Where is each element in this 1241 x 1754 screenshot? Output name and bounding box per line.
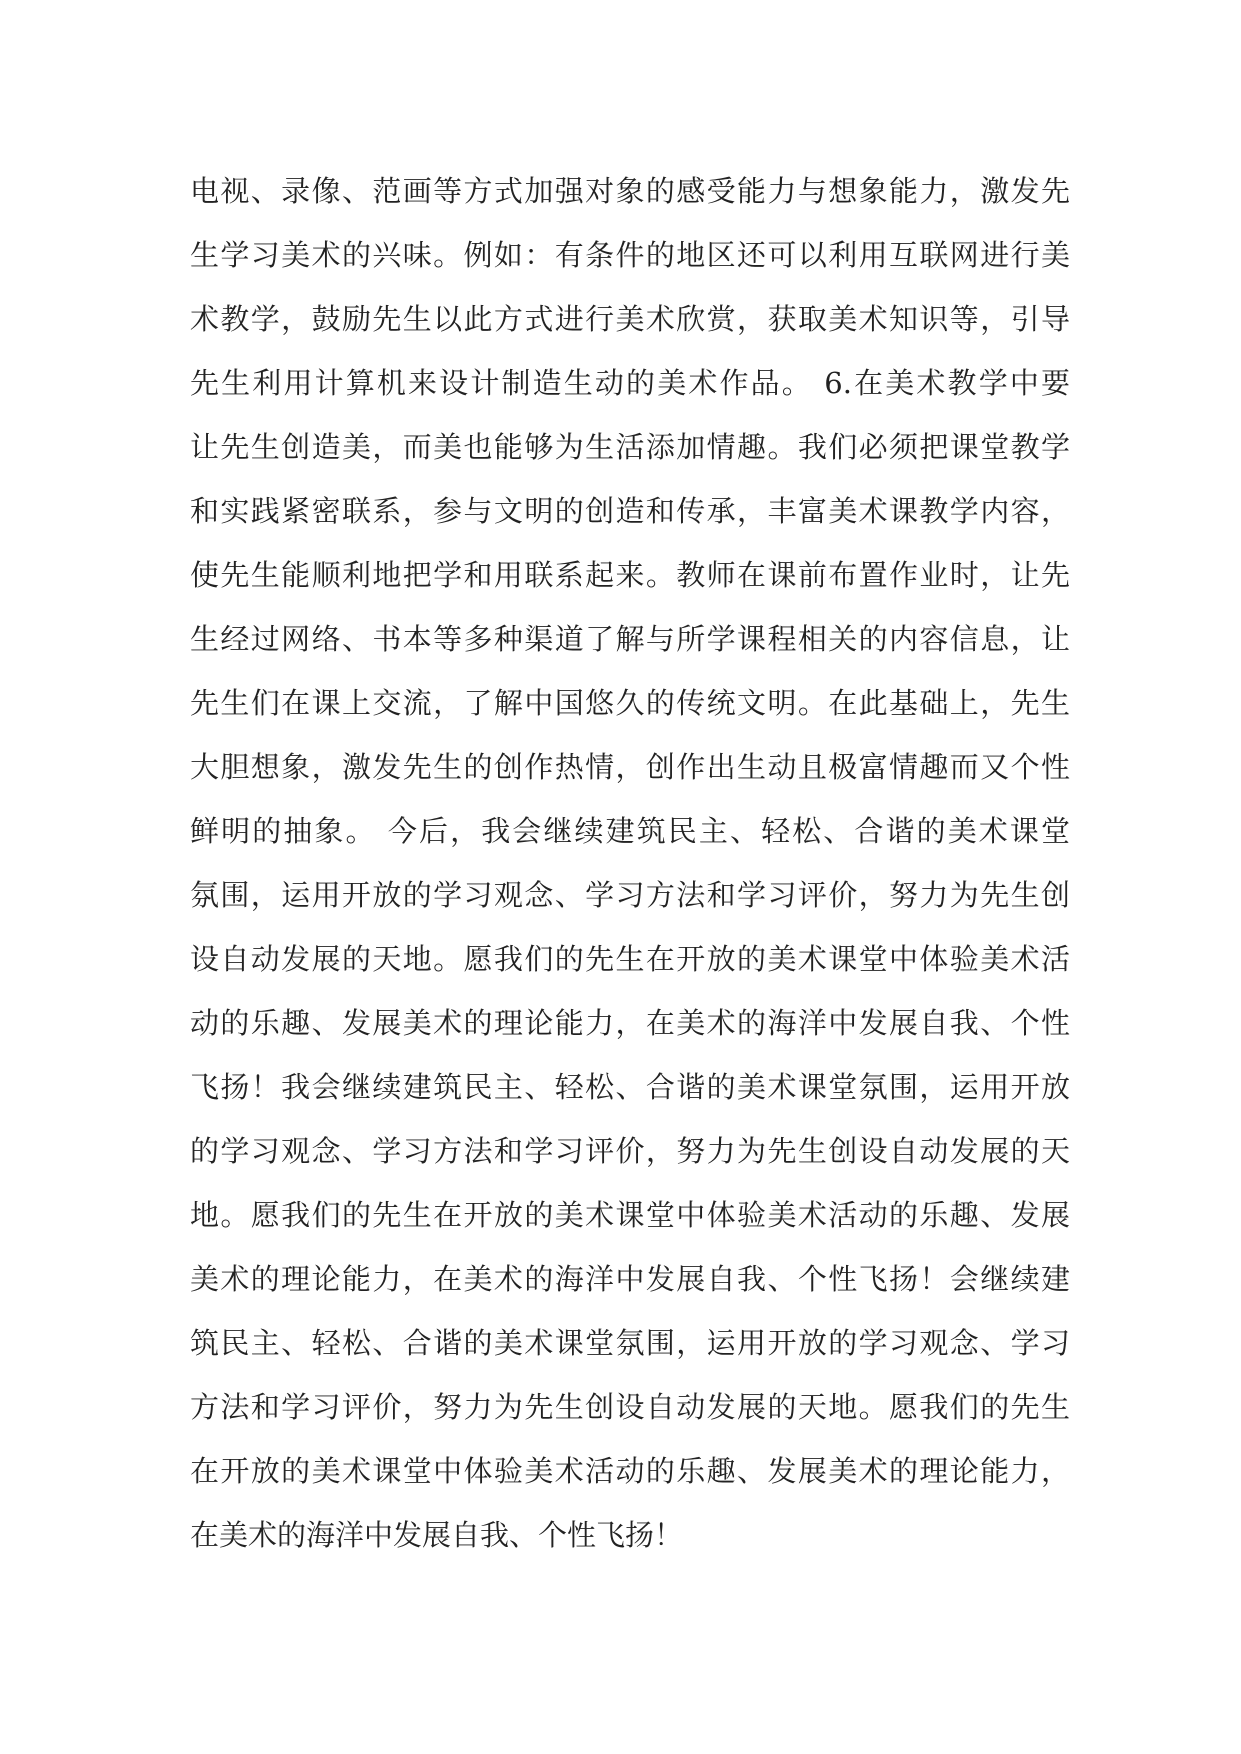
text-line: 电视、录像、范画等方式加强对象的感受能力与想象能力，激发先 bbox=[190, 174, 1070, 208]
body-paragraph bbox=[190, 159, 1070, 1567]
text-line: 鲜明的抽象。 今后，我会继续建筑民主、轻松、合谐的美术课堂 bbox=[190, 814, 1070, 848]
text-line: 在美术的海洋中发展自我、个性飞扬！ bbox=[190, 1518, 684, 1552]
text-line: 先生利用计算机来设计制造生动的美术作品。 6.在美术教学中要 bbox=[190, 366, 1070, 400]
text-line: 生学习美术的兴味。例如：有条件的地区还可以利用互联网进行美 bbox=[190, 238, 1070, 272]
text-line: 的学习观念、学习方法和学习评价，努力为先生创设自动发展的天 bbox=[190, 1134, 1070, 1168]
text-line: 和实践紧密联系，参与文明的创造和传承，丰富美术课教学内容， bbox=[190, 494, 1070, 528]
text-line: 方法和学习评价，努力为先生创设自动发展的天地。愿我们的先生 bbox=[190, 1390, 1070, 1424]
text-line: 筑民主、轻松、合谐的美术课堂氛围，运用开放的学习观念、学习 bbox=[190, 1326, 1070, 1360]
text-line: 氛围，运用开放的学习观念、学习方法和学习评价，努力为先生创 bbox=[190, 878, 1070, 912]
text-line: 生经过网络、书本等多种渠道了解与所学课程相关的内容信息，让 bbox=[190, 622, 1070, 656]
text-line: 使先生能顺利地把学和用联系起来。教师在课前布置作业时，让先 bbox=[190, 558, 1070, 592]
text-line: 地。愿我们的先生在开放的美术课堂中体验美术活动的乐趣、发展 bbox=[190, 1198, 1070, 1232]
text-line: 在开放的美术课堂中体验美术活动的乐趣、发展美术的理论能力， bbox=[190, 1454, 1070, 1488]
text-line: 美术的理论能力，在美术的海洋中发展自我、个性飞扬！会继续建 bbox=[190, 1262, 1070, 1296]
text-line: 动的乐趣、发展美术的理论能力，在美术的海洋中发展自我、个性 bbox=[190, 1006, 1070, 1040]
text-line: 设自动发展的天地。愿我们的先生在开放的美术课堂中体验美术活 bbox=[190, 942, 1070, 976]
text-line: 先生们在课上交流，了解中国悠久的传统文明。在此基础上，先生 bbox=[190, 686, 1070, 720]
text-line: 大胆想象，激发先生的创作热情，创作出生动且极富情趣而又个性 bbox=[190, 750, 1070, 784]
text-line: 飞扬！我会继续建筑民主、轻松、合谐的美术课堂氛围，运用开放 bbox=[190, 1070, 1070, 1104]
text-line: 让先生创造美，而美也能够为生活添加情趣。我们必须把课堂教学 bbox=[190, 430, 1070, 464]
text-line: 术教学，鼓励先生以此方式进行美术欣赏，获取美术知识等，引导 bbox=[190, 302, 1070, 336]
